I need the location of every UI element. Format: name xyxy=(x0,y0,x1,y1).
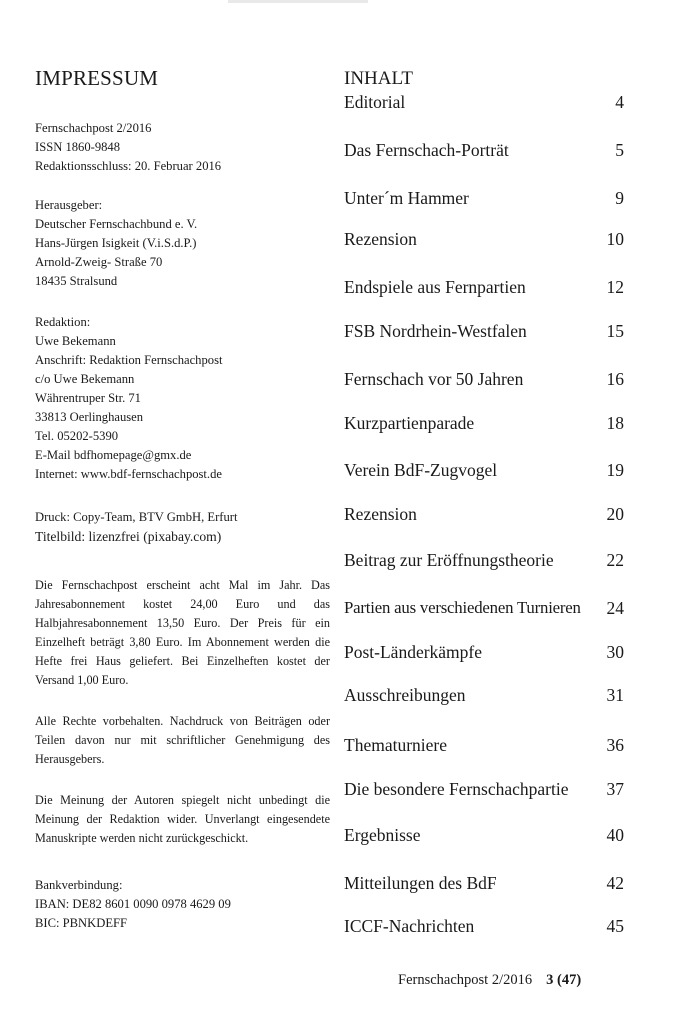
toc-entry-page: 31 xyxy=(606,685,624,706)
toc-entry-title: Rezension xyxy=(344,229,417,250)
toc-entry xyxy=(344,777,624,801)
toc-entry-page: 19 xyxy=(606,460,624,481)
toc-entry-title: Fernschach vor 50 Jahren xyxy=(344,368,524,389)
toc-entry-page: 9 xyxy=(615,187,624,208)
editor-name: Uwe Bekemann xyxy=(35,334,116,348)
toc-entry-page: 12 xyxy=(606,277,624,298)
toc-entry xyxy=(344,823,624,847)
toc-entry xyxy=(344,90,624,114)
toc-entry-page: 18 xyxy=(606,412,624,433)
toc-entry-title: Unter´m Hammer xyxy=(344,187,469,208)
toc-entry-title: Thematurniere xyxy=(344,735,448,756)
toc-entry xyxy=(344,914,624,938)
impressum-column xyxy=(35,66,330,933)
toc-entry-page: 16 xyxy=(606,368,624,389)
toc-entry-title: Ausschreibungen xyxy=(344,685,466,706)
toc-entry-title: Mitteilungen des BdF xyxy=(344,872,497,893)
publisher-street: Arnold-Zweig- Straße 70 xyxy=(35,255,163,269)
issue-info xyxy=(35,119,330,176)
toc-entry-page: 30 xyxy=(606,641,624,662)
publisher-city: 18435 Stralsund xyxy=(35,274,118,288)
toc-entry xyxy=(344,458,624,482)
toc-entry-title: Kurzpartienparade xyxy=(344,412,475,433)
bank-label: Bankverbindung: xyxy=(35,878,123,892)
bank-info xyxy=(35,876,330,933)
toc-entry-title: Beitrag zur Eröffnungstheorie xyxy=(344,550,554,570)
toc-entry xyxy=(344,733,624,757)
toc-entry-page: 42 xyxy=(606,872,624,893)
toc-entry-page: 24 xyxy=(606,597,624,618)
inhalt-heading: INHALT xyxy=(344,68,413,89)
toc-entry-title: Post-Länderkämpfe xyxy=(344,641,483,662)
footer-publication: Fernschachpost 2/2016 xyxy=(398,972,533,988)
editorial-co: c/o Uwe Bekemann xyxy=(35,372,135,386)
page-footer xyxy=(398,970,618,990)
toc-entry xyxy=(344,596,624,620)
toc-entry-title: Rezension xyxy=(344,504,417,525)
toc-entry-page: 36 xyxy=(606,735,624,756)
issn: ISSN 1860-9848 xyxy=(35,140,121,154)
editorial-email: E-Mail bdfhomepage@gmx.de xyxy=(35,448,192,462)
bank-bic: BIC: PBNKDEFF xyxy=(35,916,128,930)
editorial-phone: Tel. 05202-5390 xyxy=(35,429,119,443)
toc-entry-title: FSB Nordrhein-Westfalen xyxy=(344,321,527,341)
toc-entry xyxy=(344,138,624,162)
opinion-text: Die Meinung der Autoren spiegelt nicht unbedingt die Meinung der Redaktion wider. Unverlangt eingesendete Manuskripte werden nicht zurückgeschickt. xyxy=(35,793,330,845)
subscription-text: Die Fernschachpost erscheint acht Mal im Jahr. Das Jahresabonnement kostet 24,00 Euro und das Halbjahresabonnement 13,50 Euro. Der Preis für ein Einzelheft beträgt 3,80 Euro. Im Abonnement werden die Hefte frei Haus geliefert. Bei Einzelheften kostet der Versand 1,00 Euro. xyxy=(35,578,330,687)
issue-name: Fernschachpost 2/2016 xyxy=(35,121,152,135)
toc-entry xyxy=(344,186,624,210)
toc-entry xyxy=(344,683,624,707)
editorial-deadline: Redaktionsschluss: 20. Februar 2016 xyxy=(35,159,222,173)
table-of-contents xyxy=(344,66,624,937)
toc-entry-page: 45 xyxy=(606,916,624,937)
toc-entry-title: Ergebnisse xyxy=(344,824,421,845)
toc-entry-page: 15 xyxy=(606,321,624,341)
toc-entry xyxy=(344,502,624,526)
editorial-label: Redaktion: xyxy=(35,315,91,329)
editorial-info xyxy=(35,313,330,484)
publisher-person: Hans-Jürgen Isigkeit (V.i.S.d.P.) xyxy=(35,236,197,250)
toc-entry-page: 4 xyxy=(615,92,624,112)
print-shop: Druck: Copy-Team, BTV GmbH, Erfurt xyxy=(35,510,238,524)
toc-entry xyxy=(344,548,624,572)
publisher-info xyxy=(35,196,330,291)
editorial-city: 33813 Oerlinghausen xyxy=(35,410,144,424)
toc-entry xyxy=(344,319,624,343)
toc-entry-title: Das Fernschach-Porträt xyxy=(344,139,509,160)
toc-entry xyxy=(344,640,624,664)
toc-entry-page: 10 xyxy=(606,229,624,250)
bank-iban: IBAN: DE82 8601 0090 0978 4629 09 xyxy=(35,897,231,911)
toc-entry-page: 37 xyxy=(606,779,624,799)
editorial-internet: Internet: www.bdf-fernschachpost.de xyxy=(35,467,222,481)
rights-text: Alle Rechte vorbehalten. Nachdruck von Beiträgen oder Teilen davon nur mit schriftlicher Genehmigung des Herausgebers. xyxy=(35,714,330,766)
toc-entry-page: 20 xyxy=(606,504,624,525)
toc-entry-title: Verein BdF-Zugvogel xyxy=(344,460,498,481)
toc-entry xyxy=(344,227,624,251)
toc-entry xyxy=(344,367,624,391)
impressum-heading: IMPRESSUM xyxy=(35,66,159,90)
scan-edge-mark xyxy=(228,0,368,3)
toc-entry xyxy=(344,411,624,435)
footer-page-number: 3 (47) xyxy=(546,972,582,988)
toc-entry-page: 40 xyxy=(606,824,624,845)
toc-entry-title: Die besondere Fernschachpartie xyxy=(344,779,569,799)
toc-entry-page: 5 xyxy=(615,139,624,160)
publisher-org: Deutscher Fernschachbund e. V. xyxy=(35,217,198,231)
print-info xyxy=(35,508,330,546)
toc-entry-title: ICCF-Nachrichten xyxy=(344,916,475,937)
toc-entry-title: Endspiele aus Fernpartien xyxy=(344,277,526,298)
toc-entry xyxy=(344,871,624,895)
toc-entry-title: Partien aus verschiedenen Turnieren xyxy=(344,597,581,617)
toc-entry-page: 22 xyxy=(606,550,624,570)
editorial-address-label: Anschrift: Redaktion Fernschachpost xyxy=(35,353,223,367)
toc-entry xyxy=(344,275,624,299)
cover-image-credit: Titelbild: lizenzfrei (pixabay.com) xyxy=(35,529,222,544)
publisher-label: Herausgeber: xyxy=(35,198,103,212)
toc-entry-title: Editorial xyxy=(344,92,406,112)
editorial-street: Währentruper Str. 71 xyxy=(35,391,141,405)
